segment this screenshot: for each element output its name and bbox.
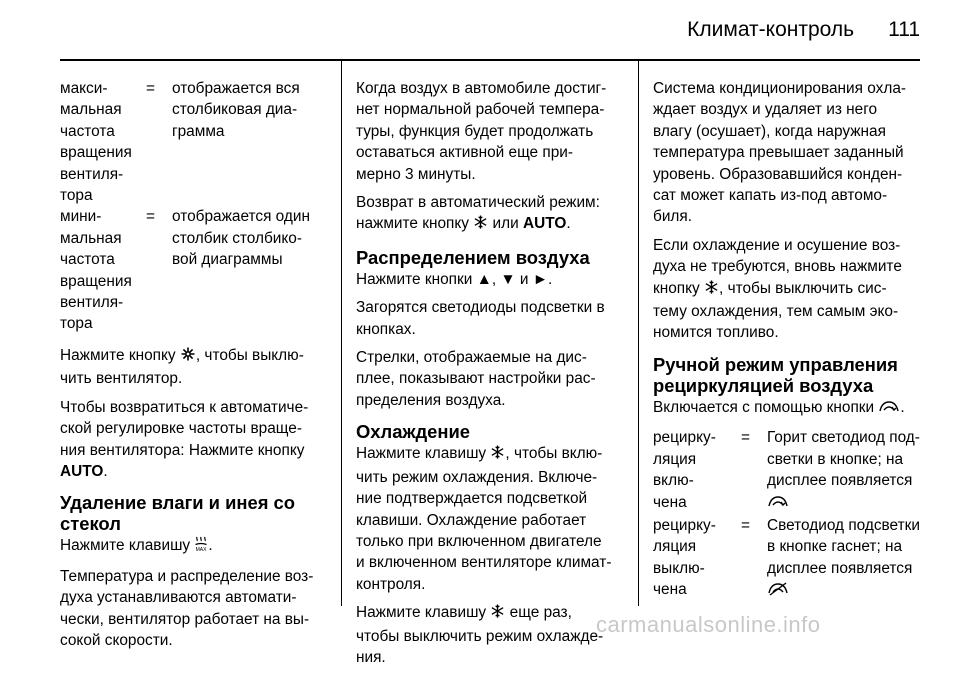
paragraph: Система кондиционирования охла- ждает воздух и удаляет из него влагу (осушает), когда наружная температура превышает заданный уровень. Образовавшийся конден- сат может капать из-под автомо- биля. <box>653 80 907 226</box>
page-header <box>687 18 920 42</box>
text: , чтобы выключить сис- тему охлаждения, тем самым эко- номится топливо. <box>653 279 899 342</box>
text: или <box>488 215 523 233</box>
column-2 <box>356 78 622 675</box>
section-heading-cooling: Охлаждение <box>356 421 471 443</box>
auto-key-label: AUTO <box>522 215 567 233</box>
paragraph <box>653 235 921 344</box>
text: . <box>103 462 108 480</box>
definition-term: мини- мальная частота вращения вентиля- тора <box>60 208 132 333</box>
fan-icon <box>180 346 196 368</box>
definition-equals: = <box>146 208 155 226</box>
max-defrost-icon <box>194 536 208 558</box>
paragraph <box>653 397 921 420</box>
recirculation-icon <box>767 494 789 515</box>
text: Светодиод подсветки в кнопке гаснет; на дисплее появляется <box>767 516 920 577</box>
section-heading-recirculation: Ручной режим управления рециркуляцией воздуха <box>653 353 898 396</box>
recirculation-definitions <box>653 427 921 602</box>
paragraph <box>60 397 322 483</box>
auto-key-label: AUTO <box>60 462 104 480</box>
paragraph <box>60 535 322 558</box>
text: , чтобы выклю- чить вентилятор. <box>60 346 304 388</box>
definition-equals: = <box>741 516 750 534</box>
paragraph: Когда воздух в автомобиле достиг- нет нормальной рабочей темпера- туры, функция будет продолжать оставаться активной еще при- мерно 3 минуты. <box>356 80 607 183</box>
column-divider-1 <box>341 60 342 606</box>
definition-term: рецирку- ляция вклю- чена <box>653 429 716 511</box>
column-3 <box>653 78 921 613</box>
section-heading-defrost: Удаление влаги и инея со стекол <box>60 492 296 535</box>
definition-term: рецирку- ляция выклю- чена <box>653 516 716 599</box>
definition-text <box>767 515 921 603</box>
text: Включается с помощью кнопки <box>653 398 879 416</box>
paragraph <box>356 602 622 668</box>
definition-row <box>653 515 921 603</box>
paragraph <box>356 443 622 595</box>
paragraph: Нажмите кнопки ▲, ▼ и ►. <box>356 270 553 288</box>
paragraph: Стрелки, отображаемые на дис- плее, показывают настройки рас- пределения воздуха. <box>356 349 596 409</box>
text: . <box>566 215 571 233</box>
header-rule <box>60 59 920 61</box>
text: Если охлаждение и осушение воз- духа не требуются, вновь нажмите кнопку <box>653 236 902 297</box>
page-number: 111 <box>888 18 920 41</box>
paragraph: Загорятся светодиоды подсветки в кнопках. <box>356 299 605 338</box>
text: Нажмите клавишу <box>356 445 491 463</box>
paragraph: Температура и распределение воз- духа устанавливаются автомати- чески, вентилятор работает на вы- сокой скорости. <box>60 567 314 649</box>
recirculation-off-icon <box>767 581 789 602</box>
definition-text <box>767 427 921 515</box>
fan-speed-definitions <box>60 78 322 335</box>
snowflake-icon <box>490 444 505 466</box>
column-1 <box>60 78 322 658</box>
definition-row <box>60 78 322 206</box>
text: . <box>900 398 905 416</box>
text: Нажмите клавишу <box>60 537 195 555</box>
watermark: carmanualsonline.info <box>596 612 821 637</box>
section-heading-air-distribution: Распределением воздуха <box>356 246 590 268</box>
snowflake-icon <box>473 214 488 236</box>
text: Возврат в автоматический режим: нажмите кнопку <box>356 194 600 233</box>
text: Чтобы возвратиться к автоматиче- ской регулировке частоты враще- ния вентилятора: Нажмите кнопку <box>60 398 309 459</box>
column-divider-2 <box>638 60 639 606</box>
definition-row <box>653 427 921 515</box>
text: , чтобы вклю- чить режим охлаждения. Включе- ние подтверждается подсветкой клавиши. Охлаждение работает только при включенном двигателе и включенном вентиляторе климат- контроля. <box>356 445 612 593</box>
snowflake-icon <box>704 279 719 301</box>
definition-row <box>60 206 322 334</box>
text: еще раз, чтобы выключить режим охлажде- ния. <box>356 604 604 666</box>
paragraph <box>60 345 322 390</box>
text: Горит светодиод под- светки в кнопке; на дисплее появляется <box>767 429 920 490</box>
text: Нажмите кнопку <box>60 346 180 364</box>
page-title: Климат-контроль <box>687 18 855 41</box>
text: . <box>208 537 213 555</box>
snowflake-icon <box>490 603 505 625</box>
definition-text: отображается один столбик столбико- вой диаграммы <box>172 208 310 269</box>
definition-equals: = <box>146 80 155 97</box>
recirculation-icon <box>878 399 900 420</box>
definition-term: макси- мальная частота вращения вентиля- тора <box>60 80 132 205</box>
svg-text:MAX: MAX <box>195 547 207 553</box>
definition-equals: = <box>741 429 750 447</box>
paragraph <box>356 192 622 237</box>
text: Нажмите клавишу <box>356 604 491 622</box>
definition-text: отображается вся столбиковая диа- грамма <box>172 80 300 140</box>
